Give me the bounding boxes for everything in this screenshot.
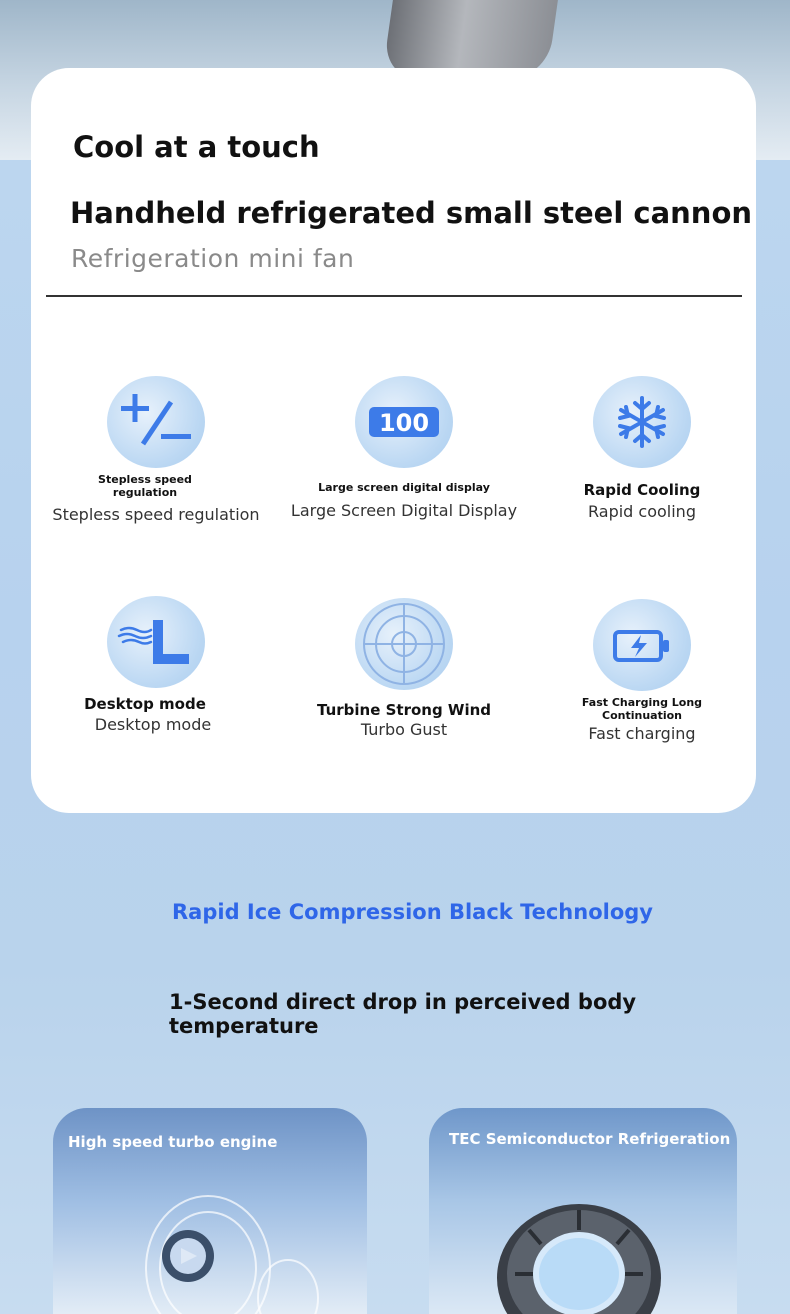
battery-charging-icon [593, 599, 691, 691]
feature-desktop-mode [31, 596, 281, 734]
tec-refrigeration-panel [429, 1108, 737, 1314]
desktop-stand-icon [107, 596, 205, 688]
feature-speed-regulation [31, 376, 281, 524]
tec-cooler-image [429, 1108, 737, 1314]
feature-subtitle: Stepless speed regulation [52, 505, 260, 525]
feature-turbine-wind [279, 598, 529, 739]
feature-title: Desktop mode [84, 695, 206, 713]
feature-rapid-cooling [517, 376, 767, 521]
technology-heading: Rapid Ice Compression Black Technology [172, 900, 653, 924]
product-subline: Refrigeration mini fan [71, 244, 355, 273]
feature-title: Stepless speed regulation [98, 473, 192, 499]
turbine-icon [355, 598, 453, 690]
snowflake-icon [593, 376, 691, 468]
panel-label: High speed turbo engine [68, 1133, 278, 1151]
feature-card [31, 68, 756, 813]
divider [46, 295, 742, 297]
turbo-engine-image [53, 1108, 367, 1314]
feature-title: Large screen digital display [318, 481, 490, 494]
feature-subtitle: Large Screen Digital Display [290, 500, 518, 520]
turbo-engine-panel [53, 1108, 367, 1314]
feature-subtitle: Desktop mode [94, 715, 212, 735]
feature-title: Rapid Cooling [583, 481, 701, 499]
feature-title: Turbine Strong Wind [316, 701, 492, 719]
feature-digital-display [279, 376, 529, 520]
tagline: Cool at a touch [73, 130, 320, 164]
digital-display-icon [355, 376, 453, 468]
feature-title: Fast Charging Long Continuation [581, 696, 703, 722]
product-headline: Handheld refrigerated small steel cannon [70, 196, 753, 230]
feature-subtitle: Fast charging [588, 724, 696, 744]
feature-subtitle: Turbo Gust [360, 720, 448, 740]
feature-subtitle: Rapid cooling [588, 502, 696, 522]
display-value: 100 [378, 409, 430, 437]
panel-label: TEC Semiconductor Refrigeration [449, 1130, 731, 1148]
feature-fast-charging [517, 599, 767, 743]
technology-subheading: 1-Second direct drop in perceived body temperature [169, 990, 637, 1038]
plus-minus-icon [107, 376, 205, 468]
